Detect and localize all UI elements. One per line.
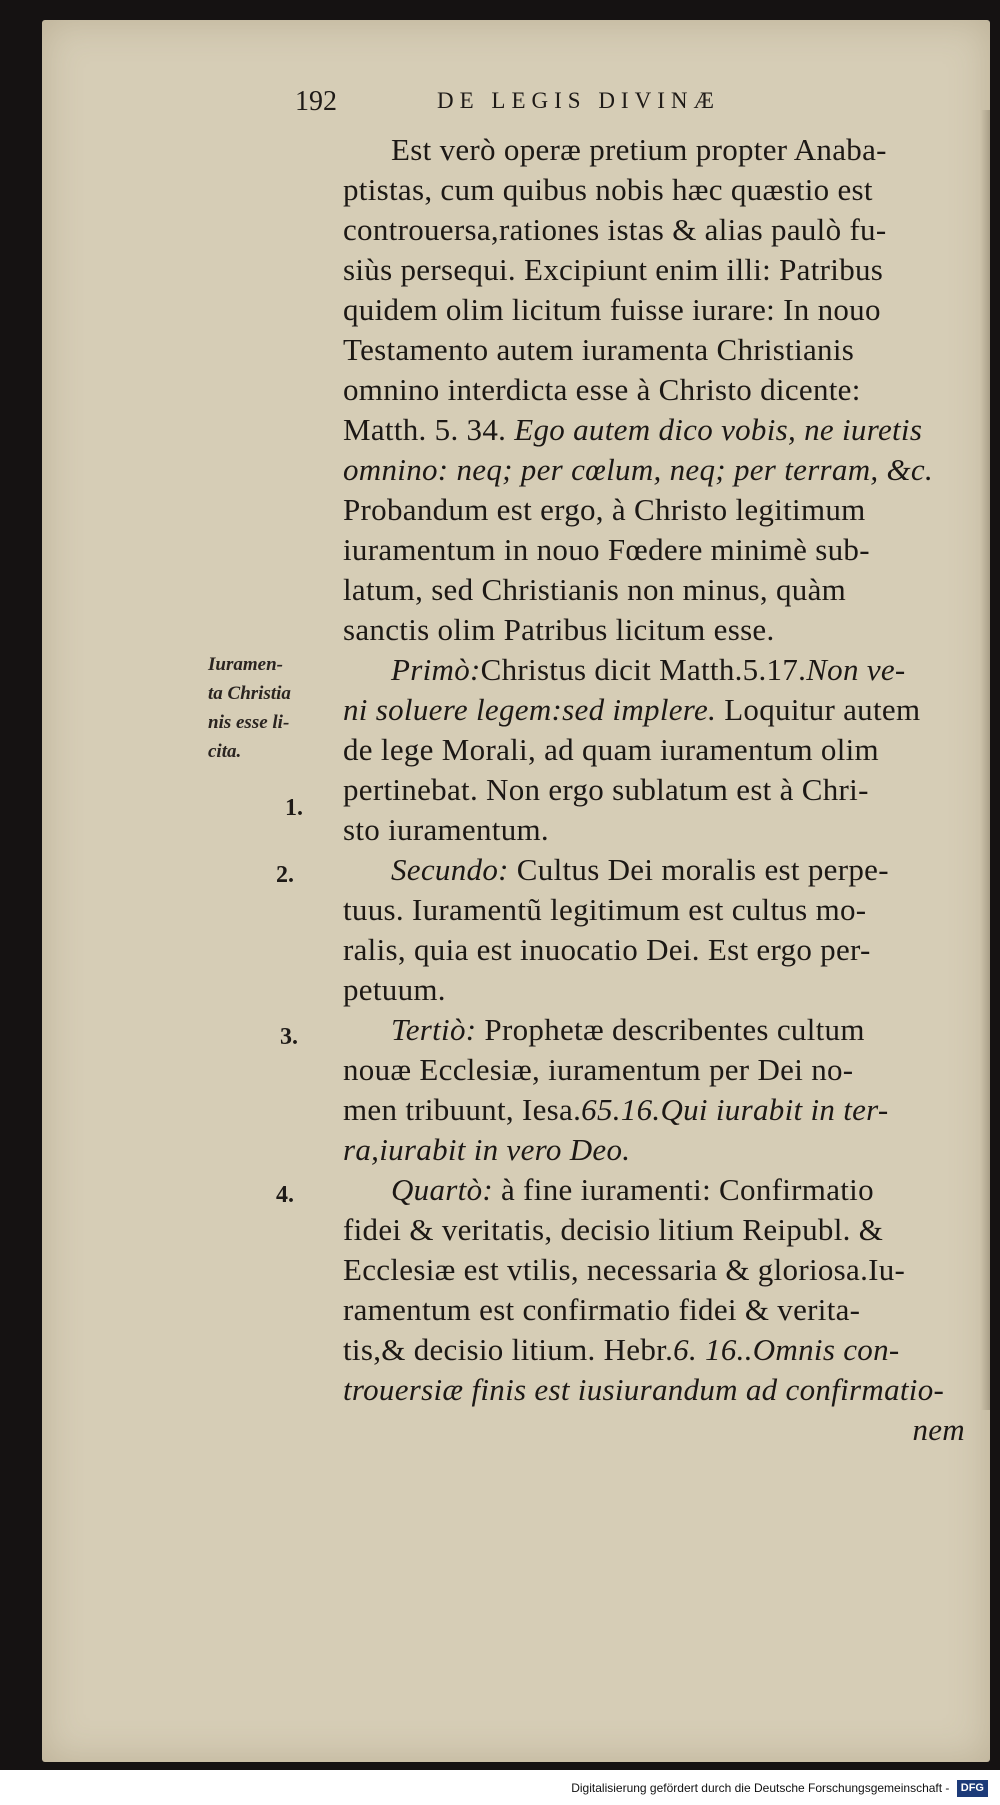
footer-text: Digitalisierung gefördert durch die Deutsche Forschungsgemeinschaft - xyxy=(571,1781,950,1795)
text-line: ramentum est confirmatio fidei & verita- xyxy=(343,1292,861,1327)
text-line: nouæ Ecclesiæ, iuramentum per Dei no- xyxy=(343,1052,854,1087)
margin-number-2: 2. xyxy=(276,862,294,888)
text-line: trouersiæ finis est iusiurandum ad confirmatio- xyxy=(343,1372,945,1407)
catchword: nem xyxy=(912,1412,965,1447)
dfg-logo: DFG xyxy=(957,1780,988,1797)
text-line: sanctis olim Patribus licitum esse. xyxy=(343,612,775,647)
text-line: ni soluere legem:sed implere. Loquitur autem xyxy=(343,692,921,727)
text-line: Quartò: à fine iuramenti: Confirmatio xyxy=(391,1172,874,1207)
marginal-line: ta Christia xyxy=(208,683,291,704)
text-line: iuramentum in nouo Fœdere minimè sub- xyxy=(343,532,870,567)
marginal-note xyxy=(208,650,343,766)
text-line: ralis, quia est inuocatio Dei. Est ergo per- xyxy=(343,932,871,967)
marginal-line: nis esse li- xyxy=(208,712,290,733)
text-line: Probandum est ergo, à Christo legitimum xyxy=(343,492,866,527)
body-text xyxy=(343,130,985,1450)
text-line: omnino: neq; per cœlum, neq; per terram, &c. xyxy=(343,452,934,487)
text-line: pertinebat. Non ergo sublatum est à Chri- xyxy=(343,772,869,807)
text-line: Matth. 5. 34. Ego autem dico vobis, ne iuretis xyxy=(343,412,923,447)
page-number: 192 xyxy=(295,86,337,117)
text-line: men tribuunt, Iesa.65.16.Qui iurabit in ter- xyxy=(343,1092,889,1127)
text-line: latum, sed Christianis non minus, quàm xyxy=(343,572,847,607)
page-header xyxy=(295,86,995,116)
text-line: ptistas, cum quibus nobis hæc quæstio est xyxy=(343,172,873,207)
text-line: siùs persequi. Excipiunt enim illi: Patribus xyxy=(343,252,884,287)
text-line: ra,iurabit in vero Deo. xyxy=(343,1132,631,1167)
text-line: Primò:Christus dicit Matth.5.17.Non ve- xyxy=(391,652,906,687)
text-line: fidei & veritatis, decisio litium Reipubl. & xyxy=(343,1212,884,1247)
text-line: petuum. xyxy=(343,972,446,1007)
text-line: tuus. Iuramentũ legitimum est cultus mo- xyxy=(343,892,867,927)
text-line: Est verò operæ pretium propter Anaba- xyxy=(391,132,887,167)
text-line: omnino interdicta esse à Christo dicente: xyxy=(343,372,861,407)
text-line: tis,& decisio litium. Hebr.6. 16..Omnis con- xyxy=(343,1332,900,1367)
text-line: Secundo: Cultus Dei moralis est perpe- xyxy=(391,852,889,887)
text-line: controuersa,rationes istas & alias paulò fu- xyxy=(343,212,887,247)
text-line: Tertiò: Prophetæ describentes cultum xyxy=(391,1012,865,1047)
running-title: DE LEGIS DIVINÆ xyxy=(437,88,720,113)
marginal-line: Iuramen- xyxy=(208,654,283,675)
text-line: de lege Morali, ad quam iuramentum olim xyxy=(343,732,879,767)
margin-number-1: 1. xyxy=(285,795,303,821)
text-line: Testamento autem iuramenta Christianis xyxy=(343,332,855,367)
margin-number-4: 4. xyxy=(276,1182,294,1208)
text-line: sto iuramentum. xyxy=(343,812,549,847)
margin-number-3: 3. xyxy=(280,1024,298,1050)
text-line: Ecclesiæ est vtilis, necessaria & gloriosa.Iu- xyxy=(343,1252,906,1287)
text-line: quidem olim licitum fuisse iurare: In nouo xyxy=(343,292,881,327)
marginal-line: cita. xyxy=(208,741,242,762)
digitization-footer xyxy=(0,1776,988,1800)
